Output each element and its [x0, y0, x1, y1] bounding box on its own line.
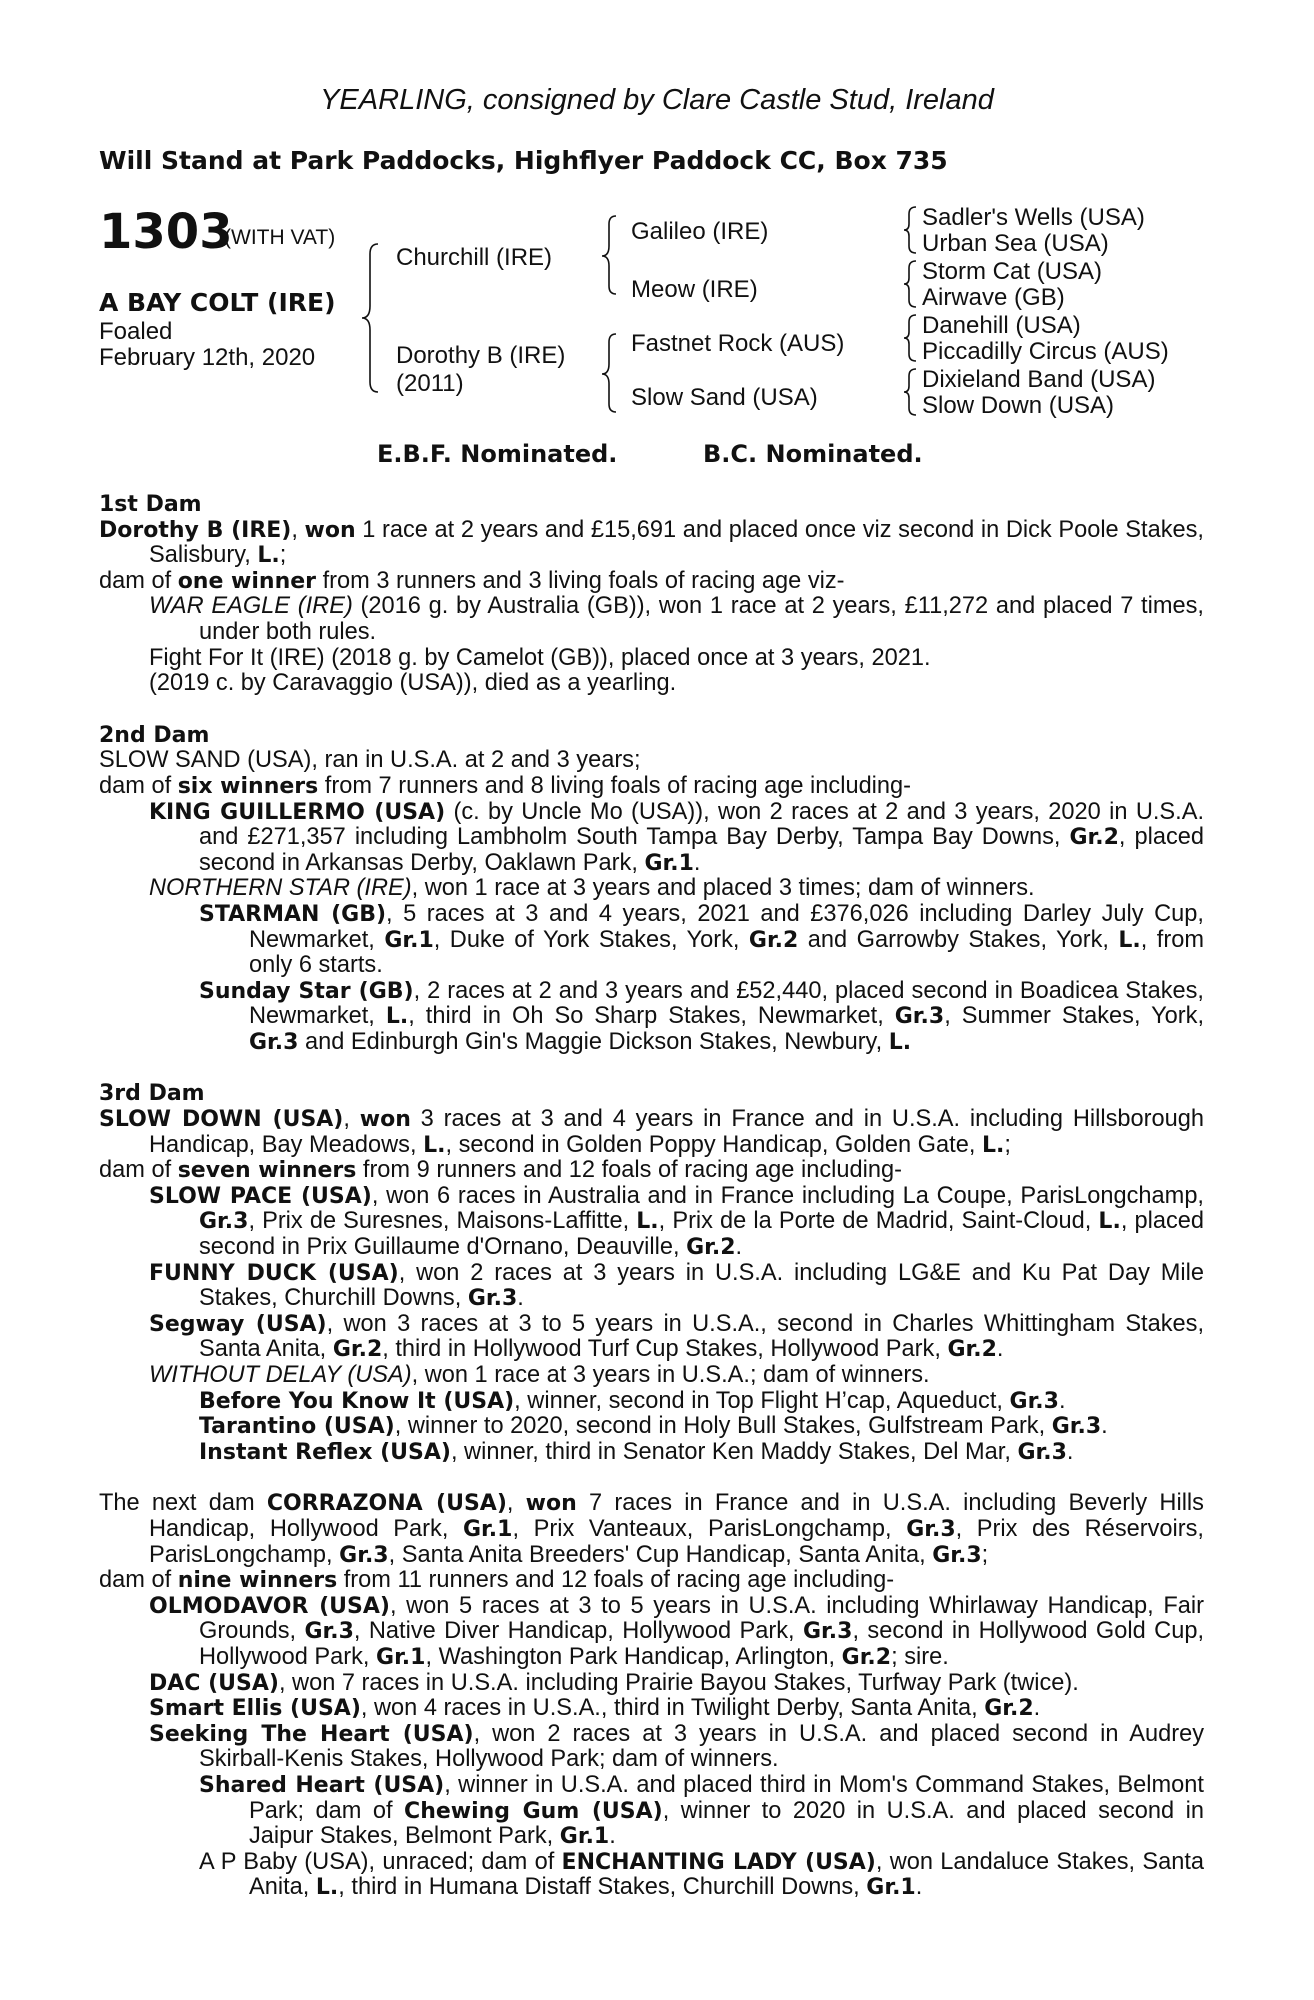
stand-location: Will Stand at Park Paddocks, Highflyer Paddock CC, Box 735 — [99, 146, 948, 175]
second-dam-produce: dam of six winners from 7 runners and 8 living foals of racing age including- — [99, 772, 912, 799]
lot-number: 1303 — [99, 204, 233, 260]
list-item: KING GUILLERMO (USA) (c. by Uncle Mo (USA)), won 2 races at 2 and 3 years, 2020 in U.S.A. and £271,357 including Lambholm South Tampa Bay Derby, Tampa Bay Downs, Gr.2, placed second in Arkansas Derby, Oaklawn Park, Gr.1. — [149, 798, 1205, 876]
bc-nominated: B.C. Nominated. — [703, 440, 923, 468]
first-dam-heading: 1st Dam — [99, 492, 202, 517]
list-item: A P Baby (USA), unraced; dam of ENCHANTING LADY (USA), won Landaluce Stakes, Santa Anita, L., third in Humana Distaff Stakes, Churchill Downs, Gr.1. — [199, 1848, 1204, 1901]
dam: Dorothy B (IRE) — [396, 342, 566, 369]
foaled-label: Foaled — [99, 318, 173, 345]
list-item: STARMAN (GB), 5 races at 3 and 4 years, 2021 and £376,026 including Darley July Cup, Newmarket, Gr.1, Duke of York Stakes, York, Gr.2 and Garrowby Stakes, York, L., from only 6 starts. — [199, 900, 1204, 979]
list-item: Instant Reflex (USA), winner, third in Senator Ken Maddy Stakes, Del Mar, Gr.3. — [199, 1438, 1074, 1465]
grandsire-6: Piccadilly Circus (AUS) — [922, 338, 1169, 365]
third-dam-record: SLOW DOWN (USA), won 3 races at 3 and 4 years in France and in U.S.A. including Hillsborough Handicap, Bay Meadows, L., second in Golden Poppy Handicap, Golden Gate, L.; — [99, 1106, 1204, 1158]
grandsire-8: Slow Down (USA) — [922, 392, 1115, 419]
brace-g3 — [904, 315, 916, 361]
sire-sire: Galileo (IRE) — [631, 218, 769, 245]
grandsire-2: Urban Sea (USA) — [922, 230, 1109, 257]
list-item: Fight For It (IRE) (2018 g. by Camelot (GB)), placed once at 3 years, 2021. — [149, 644, 931, 671]
lot-description: A BAY COLT (IRE) — [99, 288, 336, 317]
list-item: NORTHERN STAR (IRE), won 1 race at 3 years and placed 3 times; dam of winners. — [149, 875, 1035, 902]
ebf-nominated: E.B.F. Nominated. — [377, 440, 618, 468]
brace-g4 — [904, 369, 916, 415]
grandsire-1: Sadler's Wells (USA) — [922, 204, 1145, 231]
foaled-date: February 12th, 2020 — [99, 344, 316, 371]
next-dam-produce: dam of nine winners from 11 runners and 12 foals of racing age including- — [99, 1567, 895, 1594]
list-item: Sunday Star (GB), 2 races at 2 and 3 years and £52,440, placed second in Boadicea Stakes, Newmarket, L., third in Oh So Sharp Stakes, Newmarket, Gr.3, Summer Stakes, York, Gr.3 and Edinburgh Gin's Maggie Dickson Stakes, Newbury, L. — [199, 977, 1204, 1055]
list-item: SLOW PACE (USA), won 6 races in Australia and in France including La Coupe, ParisLongchamp, Gr.3, Prix de Suresnes, Maisons-Laffitte, L., Prix de la Porte de Madrid, Saint-Cloud, L., placed second in Prix Guillaume d'Ornano, Deauville, Gr.2. — [149, 1182, 1204, 1261]
vat-label: (WITH VAT) — [224, 226, 336, 249]
grandsire-5: Danehill (USA) — [922, 312, 1081, 339]
list-item: DAC (USA), won 7 races in U.S.A. including Prairie Bayou Stakes, Turfway Park (twice). — [149, 1669, 1079, 1696]
second-dam-record: SLOW SAND (USA), ran in U.S.A. at 2 and 3 years; — [99, 747, 641, 774]
brace-dam — [602, 334, 616, 412]
first-dam-name: Dorothy B (IRE) — [99, 517, 292, 543]
dam-dam: Slow Sand (USA) — [631, 384, 818, 411]
list-item: (2019 c. by Caravaggio (USA)), died as a yearling. — [149, 670, 677, 697]
first-dam-produce: dam of one winner from 3 runners and 3 living foals of racing age viz- — [99, 567, 845, 594]
list-item: Segway (USA), won 3 races at 3 to 5 years in U.S.A., second in Charles Whittingham Stakes, Santa Anita, Gr.2, third in Hollywood Turf Cup Stakes, Hollywood Park, Gr.2. — [149, 1310, 1204, 1363]
produce-record — [99, 492, 1204, 1901]
grandsire-7: Dixieland Band (USA) — [922, 366, 1156, 393]
list-item: Shared Heart (USA), winner in U.S.A. and placed third in Mom's Command Stakes, Belmont Park; dam of Chewing Gum (USA), winner to 2020 in U.S.A. and placed second in Jaipur Stakes, Belmont Park, Gr.1. — [199, 1771, 1204, 1850]
grandsire-3: Storm Cat (USA) — [922, 258, 1103, 285]
list-item: WAR EAGLE (IRE) (2016 g. by Australia (GB)), won 1 race at 2 years, £11,272 and placed 7 times, under both rules. — [149, 593, 1204, 645]
dam-sire: Fastnet Rock (AUS) — [631, 330, 845, 357]
next-dam-record: The next dam CORRAZONA (USA), won 7 races in France and in U.S.A. including Beverly Hills Handicap, Hollywood Park, Gr.1, Prix Vanteaux, ParisLongchamp, Gr.3, Prix des Réservoirs, ParisLongchamp, Gr.3, Santa Anita Breeders' Cup Handicap, Santa Anita, Gr.3; — [99, 1490, 1204, 1568]
list-item: Tarantino (USA), winner to 2020, second in Holy Bull Stakes, Gulfstream Park, Gr.3. — [199, 1413, 1108, 1440]
third-dam-produce: dam of seven winners from 9 runners and 12 foals of racing age including- — [99, 1157, 902, 1184]
list-item: Seeking The Heart (USA), won 2 races at 3 years in U.S.A. and placed second in Audrey Skirball-Kenis Stakes, Hollywood Park; dam of winners. — [149, 1720, 1204, 1773]
page-title: YEARLING, consigned by Clare Castle Stud, Ireland — [320, 84, 994, 116]
sire: Churchill (IRE) — [396, 244, 553, 271]
list-item: Before You Know It (USA), winner, second in Top Flight H’cap, Aqueduct, Gr.3. — [199, 1387, 1066, 1414]
list-item: Smart Ellis (USA), won 4 races in U.S.A., third in Twilight Derby, Santa Anita, Gr.2. — [149, 1695, 1041, 1722]
list-item: FUNNY DUCK (USA), won 2 races at 3 years in U.S.A. including LG&E and Ku Pat Day Mile Stakes, Churchill Downs, Gr.3. — [149, 1259, 1204, 1312]
grandsire-4: Airwave (GB) — [922, 284, 1065, 311]
brace-g1 — [904, 207, 916, 253]
brace-sire — [602, 216, 616, 294]
list-item: OLMODAVOR (USA), won 5 races at 3 to 5 years in U.S.A. including Whirlaway Handicap, Fair Grounds, Gr.3, Native Diver Handicap, Hollywood Park, Gr.3, second in Hollywood Gold Cup, Hollywood Park, Gr.1, Washington Park Handicap, Arlington, Gr.2; sire. — [149, 1592, 1204, 1670]
brace-g2 — [904, 261, 916, 307]
sire-dam: Meow (IRE) — [631, 276, 758, 303]
second-dam-heading: 2nd Dam — [99, 722, 210, 748]
dam-year: (2011) — [396, 370, 464, 397]
list-item: WITHOUT DELAY (USA), won 1 race at 3 years in U.S.A.; dam of winners. — [149, 1362, 930, 1388]
brace-main — [362, 244, 378, 392]
first-dam-record: Dorothy B (IRE), won 1 race at 2 years and £15,691 and placed once viz second in Dick Poole Stakes, Salisbury, L.; — [99, 516, 1204, 569]
third-dam-heading: 3rd Dam — [99, 1081, 205, 1107]
